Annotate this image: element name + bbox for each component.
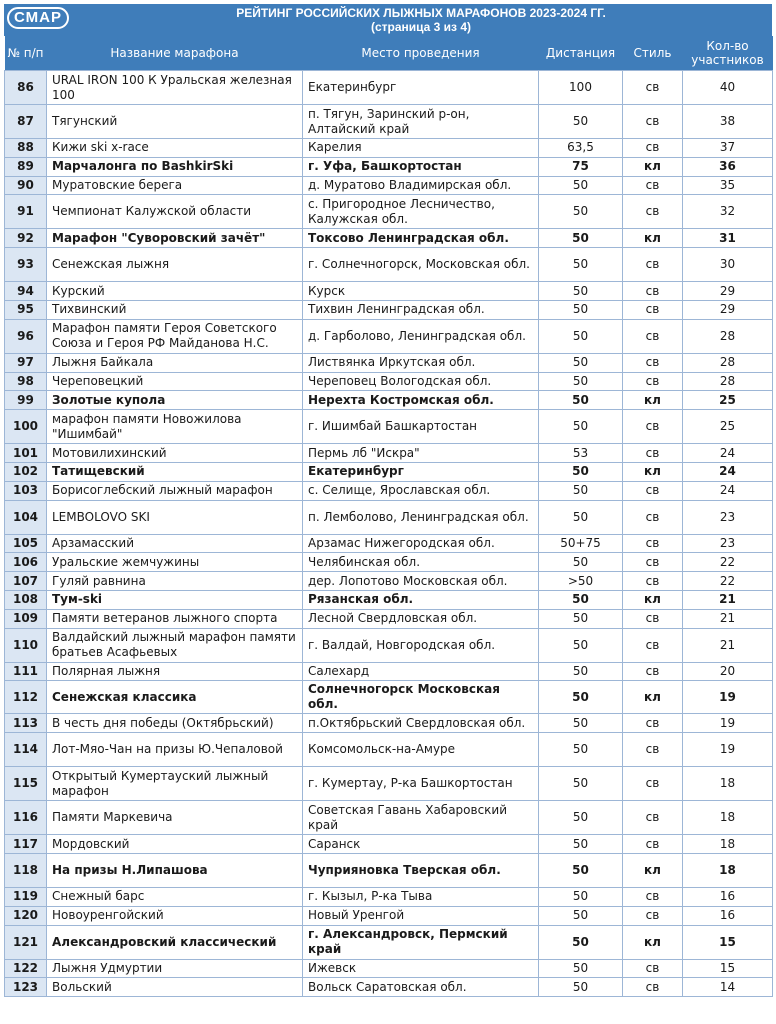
table-row	[5, 801, 773, 835]
row-number: 107	[5, 572, 47, 591]
marathon-style: св	[623, 553, 683, 572]
marathon-place: Нерехта Костромская обл.	[303, 391, 539, 410]
marathon-name: Марчалонга по BashkirSki	[47, 157, 303, 176]
marathon-style: св	[623, 353, 683, 372]
marathon-name: Памяти Маркевича	[47, 801, 303, 835]
marathon-rating-table	[4, 36, 773, 997]
marathon-style: св	[623, 767, 683, 801]
participant-count: 21	[683, 628, 773, 662]
row-number: 112	[5, 681, 47, 714]
marathon-style: св	[623, 500, 683, 534]
title-page-indicator: (страница 3 из 4)	[370, 20, 472, 34]
marathon-distance: 50	[539, 500, 623, 534]
participant-count: 22	[683, 553, 773, 572]
table-row	[5, 105, 773, 139]
participant-count: 24	[683, 462, 773, 481]
marathon-name: Сенежская лыжня	[47, 248, 303, 282]
table-row	[5, 853, 773, 887]
participant-count: 25	[683, 391, 773, 410]
table-header-row	[5, 36, 773, 71]
participant-count: 22	[683, 572, 773, 591]
marathon-name: Тум-ski	[47, 590, 303, 609]
table-body	[5, 71, 773, 997]
participant-count: 19	[683, 714, 773, 733]
marathon-style: св	[623, 733, 683, 767]
marathon-distance: 63,5	[539, 139, 623, 158]
table-row	[5, 767, 773, 801]
marathon-place: с. Пригородное Лесничество, Калужская обл.	[303, 195, 539, 229]
marathon-place: Вольск Саратовская обл.	[303, 978, 539, 997]
marathon-place: Листвянка Иркутская обл.	[303, 353, 539, 372]
marathon-name: Памяти ветеранов лыжного спорта	[47, 609, 303, 628]
marathon-style: св	[623, 444, 683, 463]
participant-count: 28	[683, 353, 773, 372]
row-number: 99	[5, 391, 47, 410]
row-number: 102	[5, 462, 47, 481]
row-number: 93	[5, 248, 47, 282]
marathon-distance: 50	[539, 248, 623, 282]
participant-count: 37	[683, 139, 773, 158]
participant-count: 31	[683, 229, 773, 248]
row-number: 115	[5, 767, 47, 801]
marathon-name: Борисоглебский лыжный марафон	[47, 481, 303, 500]
marathon-name: Мордовский	[47, 835, 303, 854]
row-number: 113	[5, 714, 47, 733]
table-row	[5, 319, 773, 353]
marathon-distance: 50	[539, 105, 623, 139]
row-number: 100	[5, 410, 47, 444]
marathon-place: Советская Гавань Хабаровский край	[303, 801, 539, 835]
marathon-distance: 75	[539, 157, 623, 176]
marathon-distance: 50	[539, 681, 623, 714]
participant-count: 21	[683, 609, 773, 628]
marathon-place: Чуприяновка Тверская обл.	[303, 853, 539, 887]
row-number: 97	[5, 353, 47, 372]
participant-count: 15	[683, 925, 773, 959]
marathon-style: св	[623, 139, 683, 158]
marathon-place: Курск	[303, 282, 539, 301]
marathon-name: Александровский классический	[47, 925, 303, 959]
marathon-distance: 50	[539, 835, 623, 854]
marathon-place: д. Муратово Владимирская обл.	[303, 176, 539, 195]
marathon-name: Новоуренгойский	[47, 906, 303, 925]
table-row	[5, 481, 773, 500]
marathon-name: Череповецкий	[47, 372, 303, 391]
marathon-style: кл	[623, 391, 683, 410]
marathon-place: Тихвин Ленинградская обл.	[303, 300, 539, 319]
marathon-place: г. Александровск, Пермский край	[303, 925, 539, 959]
marathon-name: Лыжня Удмуртии	[47, 959, 303, 978]
marathon-place: Лесной Свердловская обл.	[303, 609, 539, 628]
participant-count: 24	[683, 481, 773, 500]
row-number: 110	[5, 628, 47, 662]
marathon-name: LEMBOLOVO SKI	[47, 500, 303, 534]
row-number: 90	[5, 176, 47, 195]
marathon-style: кл	[623, 681, 683, 714]
col-header-num: № п/п	[5, 36, 47, 71]
table-row	[5, 714, 773, 733]
table-row	[5, 681, 773, 714]
col-header-place: Место проведения	[303, 36, 539, 71]
marathon-distance: 50	[539, 887, 623, 906]
marathon-place: Новый Уренгой	[303, 906, 539, 925]
marathon-style: св	[623, 835, 683, 854]
row-number: 114	[5, 733, 47, 767]
row-number: 123	[5, 978, 47, 997]
row-number: 89	[5, 157, 47, 176]
table-row	[5, 572, 773, 591]
marathon-place: г. Кызыл, Р-ка Тыва	[303, 887, 539, 906]
rating-page	[4, 4, 772, 997]
row-number: 121	[5, 925, 47, 959]
marathon-style: св	[623, 248, 683, 282]
table-row	[5, 978, 773, 997]
marathon-style: св	[623, 319, 683, 353]
marathon-place: Пермь лб "Искра"	[303, 444, 539, 463]
row-number: 101	[5, 444, 47, 463]
marathon-place: Челябинская обл.	[303, 553, 539, 572]
row-number: 96	[5, 319, 47, 353]
row-number: 91	[5, 195, 47, 229]
marathon-name: Кижи ski x-race	[47, 139, 303, 158]
row-number: 86	[5, 71, 47, 105]
marathon-distance: 50	[539, 319, 623, 353]
participant-count: 20	[683, 662, 773, 681]
row-number: 103	[5, 481, 47, 500]
participant-count: 16	[683, 887, 773, 906]
table-row	[5, 282, 773, 301]
marathon-name: Мотовилихинский	[47, 444, 303, 463]
marathon-style: кл	[623, 853, 683, 887]
participant-count: 15	[683, 959, 773, 978]
marathon-style: св	[623, 609, 683, 628]
title-main: РЕЙТИНГ РОССИЙСКИХ ЛЫЖНЫХ МАРАФОНОВ 2023-2024 ГГ.	[236, 6, 606, 20]
table-row	[5, 733, 773, 767]
marathon-name: Арзамасский	[47, 534, 303, 553]
marathon-style: св	[623, 572, 683, 591]
row-number: 94	[5, 282, 47, 301]
participant-count: 38	[683, 105, 773, 139]
table-row	[5, 157, 773, 176]
participant-count: 30	[683, 248, 773, 282]
participant-count: 16	[683, 906, 773, 925]
marathon-style: св	[623, 662, 683, 681]
participant-count: 19	[683, 733, 773, 767]
marathon-distance: >50	[539, 572, 623, 591]
table-row	[5, 590, 773, 609]
page-title	[74, 6, 768, 34]
col-header-style: Стиль	[623, 36, 683, 71]
marathon-distance: 50	[539, 391, 623, 410]
table-row	[5, 925, 773, 959]
marathon-distance: 50	[539, 906, 623, 925]
row-number: 92	[5, 229, 47, 248]
row-number: 95	[5, 300, 47, 319]
marathon-place: Салехард	[303, 662, 539, 681]
smar-logo: СМАР	[7, 7, 69, 29]
marathon-distance: 50	[539, 609, 623, 628]
marathon-style: св	[623, 176, 683, 195]
marathon-style: св	[623, 887, 683, 906]
marathon-name: Полярная лыжня	[47, 662, 303, 681]
marathon-distance: 50	[539, 282, 623, 301]
marathon-style: св	[623, 195, 683, 229]
marathon-distance: 50	[539, 590, 623, 609]
marathon-name: Муратовские берега	[47, 176, 303, 195]
marathon-place: г. Кумертау, Р-ка Башкортостан	[303, 767, 539, 801]
table-row	[5, 462, 773, 481]
table-row	[5, 176, 773, 195]
marathon-name: Сенежская классика	[47, 681, 303, 714]
marathon-place: Саранск	[303, 835, 539, 854]
participant-count: 40	[683, 71, 773, 105]
marathon-place: Карелия	[303, 139, 539, 158]
marathon-place: Екатеринбург	[303, 462, 539, 481]
marathon-style: св	[623, 906, 683, 925]
table-row	[5, 410, 773, 444]
marathon-place: г. Валдай, Новгородская обл.	[303, 628, 539, 662]
marathon-distance: 50	[539, 176, 623, 195]
marathon-place: г. Солнечногорск, Московская обл.	[303, 248, 539, 282]
marathon-distance: 50	[539, 462, 623, 481]
marathon-style: св	[623, 978, 683, 997]
marathon-name: Чемпионат Калужской области	[47, 195, 303, 229]
marathon-place: дер. Лопотово Московская обл.	[303, 572, 539, 591]
marathon-distance: 50	[539, 229, 623, 248]
table-row	[5, 553, 773, 572]
marathon-style: кл	[623, 157, 683, 176]
row-number: 116	[5, 801, 47, 835]
marathon-style: кл	[623, 925, 683, 959]
participant-count: 19	[683, 681, 773, 714]
marathon-name: Гуляй равнина	[47, 572, 303, 591]
marathon-style: св	[623, 801, 683, 835]
marathon-place: Арзамас Нижегородская обл.	[303, 534, 539, 553]
marathon-name: Открытый Кумертауский лыжный марафон	[47, 767, 303, 801]
table-row	[5, 628, 773, 662]
marathon-style: св	[623, 481, 683, 500]
row-number: 122	[5, 959, 47, 978]
marathon-distance: 50	[539, 662, 623, 681]
table-row	[5, 959, 773, 978]
marathon-distance: 50	[539, 353, 623, 372]
marathon-distance: 50	[539, 300, 623, 319]
marathon-style: св	[623, 282, 683, 301]
marathon-name: Уральские жемчужины	[47, 553, 303, 572]
marathon-place: Ижевск	[303, 959, 539, 978]
participant-count: 18	[683, 853, 773, 887]
marathon-style: св	[623, 714, 683, 733]
marathon-style: св	[623, 410, 683, 444]
marathon-name: Лот-Мяо-Чан на призы Ю.Чепаловой	[47, 733, 303, 767]
table-row	[5, 195, 773, 229]
marathon-distance: 50	[539, 853, 623, 887]
marathon-style: св	[623, 105, 683, 139]
marathon-place: Рязанская обл.	[303, 590, 539, 609]
marathon-distance: 50+75	[539, 534, 623, 553]
row-number: 98	[5, 372, 47, 391]
table-row	[5, 139, 773, 158]
marathon-distance: 50	[539, 372, 623, 391]
marathon-place: Солнечногорск Московская обл.	[303, 681, 539, 714]
marathon-distance: 50	[539, 733, 623, 767]
participant-count: 25	[683, 410, 773, 444]
marathon-name: Курский	[47, 282, 303, 301]
participant-count: 29	[683, 282, 773, 301]
participant-count: 28	[683, 319, 773, 353]
marathon-style: кл	[623, 229, 683, 248]
table-row	[5, 391, 773, 410]
table-row	[5, 248, 773, 282]
row-number: 118	[5, 853, 47, 887]
marathon-name: Тягунский	[47, 105, 303, 139]
row-number: 109	[5, 609, 47, 628]
marathon-style: св	[623, 300, 683, 319]
table-row	[5, 353, 773, 372]
row-number: 105	[5, 534, 47, 553]
row-number: 88	[5, 139, 47, 158]
marathon-name: марафон памяти Новожилова "Ишимбай"	[47, 410, 303, 444]
marathon-distance: 50	[539, 481, 623, 500]
marathon-distance: 50	[539, 410, 623, 444]
marathon-place: п.Октябрьский Свердловская обл.	[303, 714, 539, 733]
marathon-distance: 100	[539, 71, 623, 105]
row-number: 87	[5, 105, 47, 139]
participant-count: 18	[683, 767, 773, 801]
participant-count: 18	[683, 801, 773, 835]
marathon-name: Валдайский лыжный марафон памяти братьев Асафьевых	[47, 628, 303, 662]
participant-count: 23	[683, 500, 773, 534]
marathon-place: п. Лемболово, Ленинградская обл.	[303, 500, 539, 534]
table-row	[5, 609, 773, 628]
table-row	[5, 71, 773, 105]
marathon-name: Тихвинский	[47, 300, 303, 319]
participant-count: 18	[683, 835, 773, 854]
marathon-place: Екатеринбург	[303, 71, 539, 105]
marathon-distance: 50	[539, 767, 623, 801]
marathon-distance: 50	[539, 553, 623, 572]
participant-count: 24	[683, 444, 773, 463]
participant-count: 14	[683, 978, 773, 997]
col-header-count: Кол-во участников	[683, 36, 773, 71]
marathon-distance: 50	[539, 195, 623, 229]
row-number: 106	[5, 553, 47, 572]
marathon-place: п. Тягун, Заринский р-он, Алтайский край	[303, 105, 539, 139]
marathon-distance: 53	[539, 444, 623, 463]
participant-count: 29	[683, 300, 773, 319]
marathon-distance: 50	[539, 925, 623, 959]
marathon-place: Комсомольск-на-Амуре	[303, 733, 539, 767]
marathon-name: На призы Н.Липашова	[47, 853, 303, 887]
col-header-name: Название марафона	[47, 36, 303, 71]
marathon-place: Токсово Ленинградская обл.	[303, 229, 539, 248]
marathon-style: св	[623, 71, 683, 105]
marathon-style: кл	[623, 462, 683, 481]
marathon-distance: 50	[539, 959, 623, 978]
row-number: 104	[5, 500, 47, 534]
marathon-distance: 50	[539, 801, 623, 835]
title-band	[4, 4, 772, 36]
marathon-place: д. Гарболово, Ленинградская обл.	[303, 319, 539, 353]
participant-count: 28	[683, 372, 773, 391]
table-row	[5, 662, 773, 681]
table-row	[5, 906, 773, 925]
participant-count: 23	[683, 534, 773, 553]
row-number: 111	[5, 662, 47, 681]
marathon-place: г. Ишимбай Башкартостан	[303, 410, 539, 444]
marathon-style: св	[623, 534, 683, 553]
marathon-style: кл	[623, 590, 683, 609]
col-header-distance: Дистанция	[539, 36, 623, 71]
marathon-distance: 50	[539, 628, 623, 662]
marathon-distance: 50	[539, 714, 623, 733]
table-row	[5, 372, 773, 391]
marathon-name: Снежный барс	[47, 887, 303, 906]
marathon-name: Марафон памяти Героя Советского Союза и Героя РФ Майданова Н.С.	[47, 319, 303, 353]
row-number: 117	[5, 835, 47, 854]
marathon-style: св	[623, 628, 683, 662]
marathon-name: URAL IRON 100 К Уральская железная 100	[47, 71, 303, 105]
marathon-place: Череповец Вологодская обл.	[303, 372, 539, 391]
row-number: 120	[5, 906, 47, 925]
marathon-place: г. Уфа, Башкортостан	[303, 157, 539, 176]
marathon-distance: 50	[539, 978, 623, 997]
table-row	[5, 444, 773, 463]
marathon-name: В честь дня победы (Октябрьский)	[47, 714, 303, 733]
participant-count: 21	[683, 590, 773, 609]
row-number: 119	[5, 887, 47, 906]
marathon-name: Татищевский	[47, 462, 303, 481]
marathon-name: Марафон "Суворовский зачёт"	[47, 229, 303, 248]
marathon-place: с. Селище, Ярославская обл.	[303, 481, 539, 500]
table-row	[5, 887, 773, 906]
marathon-name: Вольский	[47, 978, 303, 997]
table-row	[5, 300, 773, 319]
participant-count: 36	[683, 157, 773, 176]
table-row	[5, 500, 773, 534]
row-number: 108	[5, 590, 47, 609]
table-row	[5, 229, 773, 248]
participant-count: 32	[683, 195, 773, 229]
marathon-name: Золотые купола	[47, 391, 303, 410]
marathon-name: Лыжня Байкала	[47, 353, 303, 372]
marathon-style: св	[623, 959, 683, 978]
participant-count: 35	[683, 176, 773, 195]
table-row	[5, 534, 773, 553]
marathon-style: св	[623, 372, 683, 391]
table-row	[5, 835, 773, 854]
